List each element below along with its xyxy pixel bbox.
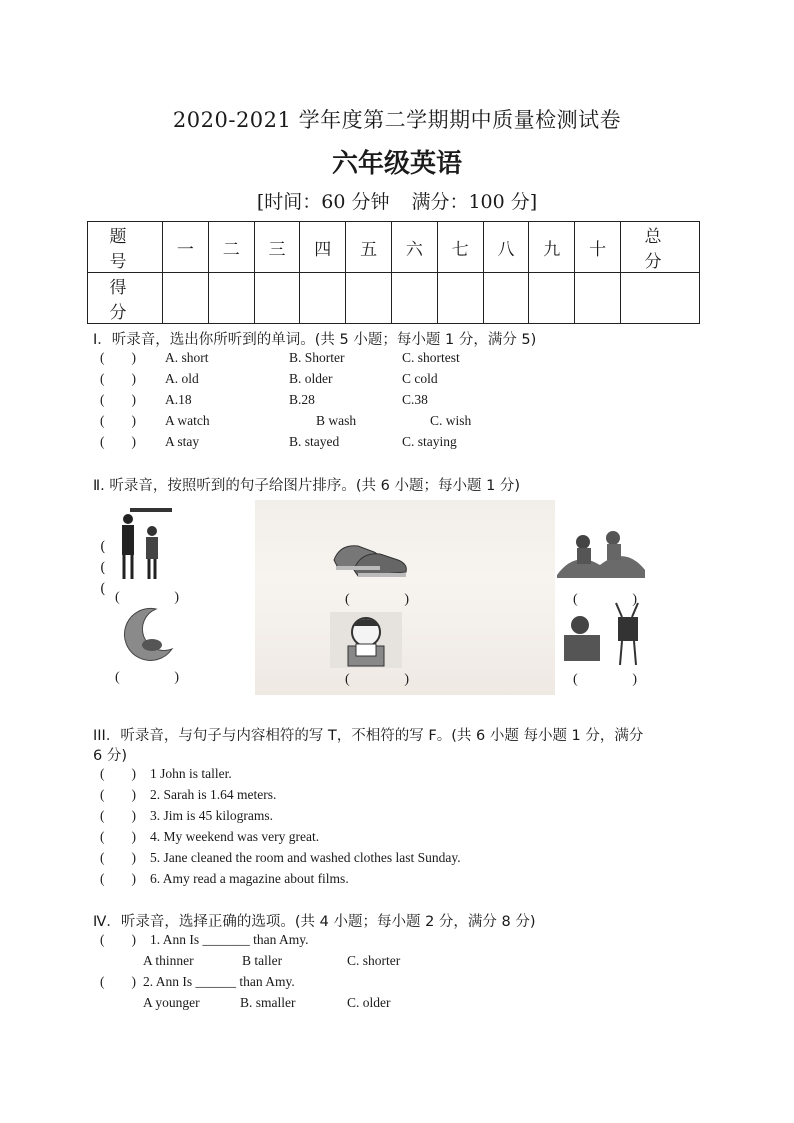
score-cell[interactable] <box>575 273 621 324</box>
answer-blank[interactable]: ( ) <box>100 808 136 823</box>
relaxing-people-picture <box>555 520 647 580</box>
option-b: B. stayed <box>289 434 340 449</box>
score-cell[interactable] <box>300 273 346 324</box>
option-c: C.38 <box>402 392 428 407</box>
score-header-cell: 九 <box>529 222 575 273</box>
score-cell[interactable] <box>254 273 300 324</box>
section3-item <box>100 766 660 787</box>
answer-blank[interactable]: ( ) <box>100 350 136 365</box>
moon-picture <box>118 605 176 663</box>
section3-instruction-line2: 6 分) <box>93 748 127 764</box>
score-cell[interactable] <box>346 273 392 324</box>
score-header-cell: 十 <box>575 222 621 273</box>
section1-item <box>100 371 600 392</box>
answer-blank[interactable]: ( ) <box>100 829 136 844</box>
statement: 4. My weekend was very great. <box>150 829 320 844</box>
section3-instruction-line1: III．听录音，与句子与内容相符的写 T，不相符的写 F。(共 6 小题 每小题 1 分，满分 <box>93 728 644 744</box>
section1-instruction: Ⅰ．听录音，选出你所听到的单词。(共 5 小题；每小题 1 分，满分 5) <box>93 332 537 348</box>
option-c: C. wish <box>430 413 472 428</box>
subject-title: 六年级英语 <box>331 149 462 179</box>
score-row-label: 得 分 <box>88 273 163 324</box>
statement: 3. Jim is 45 kilograms. <box>150 808 274 823</box>
answer-blank[interactable]: ( ) <box>100 413 136 428</box>
score-label: 满分：100 分] <box>411 191 538 213</box>
option-c: C. shorter <box>347 953 401 968</box>
exam-time-score <box>0 187 794 214</box>
section1-item <box>100 392 600 413</box>
option-a: A stay <box>165 434 200 449</box>
option-b: B. smaller <box>240 995 296 1010</box>
score-cell[interactable] <box>208 273 254 324</box>
section4-question-2-options <box>100 995 600 1016</box>
option-a: A. short <box>165 350 209 365</box>
option-b: B.28 <box>289 392 315 407</box>
time-label: [时间：60 分钟 <box>256 191 390 213</box>
section3-item <box>100 829 660 850</box>
answer-blank[interactable]: ( ) <box>100 766 136 781</box>
score-header-cell: 四 <box>300 222 346 273</box>
statement: 1 John is taller. <box>150 766 232 781</box>
option-b: B. older <box>289 371 333 386</box>
exam-title: 2020-2021 学年度第二学期期中质量检测试卷 <box>172 108 622 132</box>
score-cell[interactable] <box>483 273 529 324</box>
score-header-cell: 七 <box>437 222 483 273</box>
picture-answer-blank[interactable]: ( ) <box>115 670 179 685</box>
section4-instruction: Ⅳ．听录音，选择正确的选项。(共 4 小题；每小题 2 分，满分 8 分) <box>93 914 536 930</box>
score-header-cell: 三 <box>254 222 300 273</box>
watching-tv-picture <box>560 595 642 667</box>
option-c: C. staying <box>402 434 457 449</box>
score-header-cell: 题 号 <box>88 222 163 273</box>
question-text: 1. Ann Is _______ than Amy. <box>150 932 309 947</box>
picture-answer-blank[interactable]: ( ) <box>345 592 409 607</box>
score-cell[interactable] <box>621 273 700 324</box>
picture1-partial-parens: ( ( ( <box>100 539 106 597</box>
score-header-cell: 八 <box>483 222 529 273</box>
score-header-cell: 一 <box>163 222 209 273</box>
option-b: B. Shorter <box>289 350 345 365</box>
picture-answer-blank[interactable]: ( ) <box>345 672 409 687</box>
option-a: A watch <box>165 413 210 428</box>
answer-blank[interactable]: ( ) <box>100 974 136 989</box>
option-b: B taller <box>242 953 283 968</box>
score-table <box>87 221 707 324</box>
option-b: B wash <box>316 413 357 428</box>
people-picture <box>110 505 172 585</box>
section1-item <box>100 434 600 455</box>
answer-blank[interactable]: ( ) <box>100 392 136 407</box>
option-c: C. older <box>347 995 391 1010</box>
option-a: A.18 <box>165 392 192 407</box>
section1-item <box>100 413 600 434</box>
section1-item <box>100 350 600 371</box>
option-a: A. old <box>165 371 199 386</box>
score-header-cell: 二 <box>208 222 254 273</box>
shoes-picture <box>330 530 410 580</box>
picture-answer-blank[interactable]: ( ) <box>573 592 637 607</box>
option-c: C cold <box>402 371 438 386</box>
section4-question-2 <box>100 974 600 995</box>
score-header-cell: 总 分 <box>621 222 700 273</box>
statement: 6. Amy read a magazine about films. <box>150 871 349 886</box>
score-header-cell: 六 <box>391 222 437 273</box>
section4-question-1 <box>100 932 600 953</box>
section3-item <box>100 850 660 871</box>
boy-reading-picture <box>330 612 402 668</box>
answer-blank[interactable]: ( ) <box>100 434 136 449</box>
answer-blank[interactable]: ( ) <box>100 932 136 947</box>
section3-item <box>100 787 660 808</box>
question-text: 2. Ann Is ______ than Amy. <box>143 974 295 989</box>
answer-blank[interactable]: ( ) <box>100 850 136 865</box>
section3-item <box>100 808 660 829</box>
score-cell[interactable] <box>391 273 437 324</box>
statement: 5. Jane cleaned the room and washed clothes last Sunday. <box>150 850 461 865</box>
option-a: A thinner <box>143 953 194 968</box>
score-header-cell: 五 <box>346 222 392 273</box>
picture-answer-blank[interactable]: ( ) <box>115 590 179 605</box>
option-c: C. shortest <box>402 350 460 365</box>
section4-question-1-options <box>100 953 600 974</box>
score-table-score-row <box>88 273 700 324</box>
score-cell[interactable] <box>437 273 483 324</box>
statement: 2. Sarah is 1.64 meters. <box>150 787 277 802</box>
option-a: A younger <box>143 995 200 1010</box>
score-table-header-row <box>88 222 700 273</box>
section3-item <box>100 871 660 892</box>
answer-blank[interactable]: ( ) <box>100 871 136 886</box>
score-cell[interactable] <box>529 273 575 324</box>
answer-blank[interactable]: ( ) <box>100 371 136 386</box>
answer-blank[interactable]: ( ) <box>100 787 136 802</box>
picture-answer-blank[interactable]: ( ) <box>573 672 637 687</box>
section2-instruction: Ⅱ. 听录音，按照听到的句子给图片排序。(共 6 小题；每小题 1 分) <box>93 478 521 494</box>
